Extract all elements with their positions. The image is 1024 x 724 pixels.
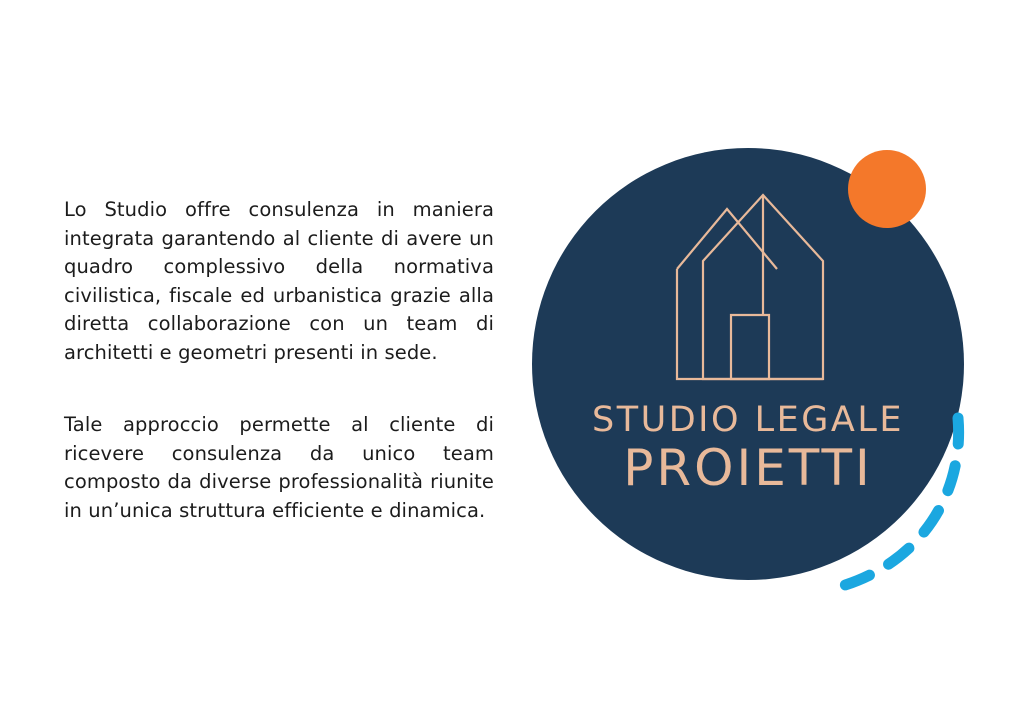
paragraph-intro: Lo Studio offre consulenza in maniera integrata garantendo al cliente di avere un quadro complessivo della normativa civilistica, fiscale ed urbanistica grazie alla diretta collaborazione con un team di architetti e geometri presenti in sede.: [64, 198, 494, 364]
house-outline-icon: [665, 165, 845, 395]
paragraph-approach: Tale approccio permette al cliente di ricevere consulenza da unico team composto da diverse professionalità riunite in un’unica struttura efficiente e dinamica.: [64, 413, 494, 522]
accent-dot-icon: [848, 150, 926, 228]
logo-title-line2: PROIETTI: [623, 439, 873, 497]
logo-wordmark: [520, 400, 976, 496]
logo-title-line1: STUDIO LEGALE: [592, 400, 904, 440]
text-column: [64, 196, 494, 525]
logo-area: [520, 130, 990, 610]
